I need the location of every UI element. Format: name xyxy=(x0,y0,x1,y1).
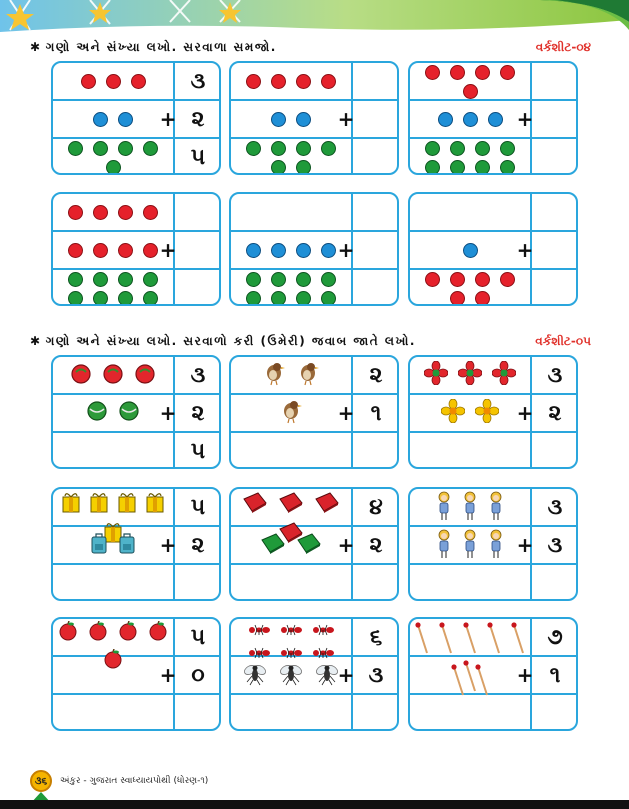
doll-icon xyxy=(436,529,452,563)
answer-box-2[interactable]: ૦ xyxy=(191,662,205,688)
fly-icon xyxy=(278,660,304,690)
red-dot-icon xyxy=(68,205,83,220)
green-dot-icon xyxy=(271,160,286,175)
school-bag-icon xyxy=(90,532,108,558)
plus-sign: + xyxy=(337,663,355,687)
answer-box-2[interactable] xyxy=(532,232,578,268)
answer-box-3[interactable] xyxy=(175,695,221,731)
card-row-1 xyxy=(410,194,530,230)
red-dot-icon xyxy=(425,65,440,80)
card-row-1 xyxy=(53,357,173,393)
blue-dot-icon xyxy=(246,243,261,258)
green-dot-icon xyxy=(500,141,515,156)
red-dot-icon xyxy=(81,74,96,89)
answer-box-3[interactable] xyxy=(175,270,221,306)
green-dot-icon xyxy=(93,141,108,156)
ant-icon xyxy=(248,621,270,640)
plus-sign: + xyxy=(337,238,355,262)
card-row-3 xyxy=(410,270,530,306)
plus-sign: + xyxy=(337,533,355,557)
page-footer xyxy=(30,770,208,792)
green-book-icon xyxy=(296,532,322,558)
green-dot-icon xyxy=(118,141,133,156)
flower-bullet-icon: ✱ xyxy=(30,334,42,348)
flower-bullet-icon: ✱ xyxy=(30,40,42,54)
green-dot-icon xyxy=(143,141,158,156)
card-row-2 xyxy=(53,527,173,563)
card-row-2 xyxy=(53,101,173,137)
answer-box-1[interactable]: ૬ xyxy=(369,624,383,650)
plus-sign: + xyxy=(516,663,534,687)
red-dot-icon xyxy=(131,74,146,89)
blue-dot-icon xyxy=(463,112,478,127)
red-dot-icon xyxy=(450,272,465,287)
red-book-icon xyxy=(278,491,304,517)
counting-card-1 xyxy=(51,61,221,175)
card-row-3 xyxy=(410,433,530,469)
apple-icon xyxy=(148,621,168,645)
red-dot-icon xyxy=(271,74,286,89)
green-dot-icon xyxy=(143,291,158,306)
green-ball-icon xyxy=(86,400,108,426)
plus-sign: + xyxy=(159,238,177,262)
answer-box-3[interactable] xyxy=(175,565,221,601)
plus-sign: + xyxy=(159,107,177,131)
yellow-flower-icon xyxy=(441,399,465,427)
answer-box-1[interactable]: ૩ xyxy=(547,494,563,520)
blue-dot-icon xyxy=(93,112,108,127)
counting-card-6 xyxy=(408,192,578,306)
card-row-3 xyxy=(231,433,351,469)
green-dot-icon xyxy=(296,272,311,287)
green-dot-icon xyxy=(425,141,440,156)
section1-heading-text: ગણો અને સંખ્યા લખો. સરવાળા સમજો. xyxy=(45,40,277,54)
green-dot-icon xyxy=(93,272,108,287)
red-flower-icon xyxy=(492,361,516,389)
answer-box-2[interactable] xyxy=(175,232,221,268)
card-row-2 xyxy=(410,101,530,137)
counting-card-5 xyxy=(229,487,399,601)
green-dot-icon xyxy=(450,160,465,175)
answer-box-1[interactable]: ૩ xyxy=(547,362,563,388)
sparrow-icon xyxy=(262,360,286,390)
card-row-3 xyxy=(231,139,351,175)
plus-sign: + xyxy=(159,663,177,687)
answer-box-3[interactable]: ૫ xyxy=(190,144,206,170)
section1-worksheet-label: વર્કશીટ-૦૪ xyxy=(535,40,591,54)
apple-icon xyxy=(58,621,78,645)
gift-box-icon xyxy=(62,491,80,517)
answer-box-2[interactable] xyxy=(353,101,399,137)
doll-icon xyxy=(462,529,478,563)
ant-icon xyxy=(312,621,334,640)
card-row-2 xyxy=(53,232,173,268)
red-dot-icon xyxy=(118,205,133,220)
answer-box-1[interactable]: ૪ xyxy=(369,494,383,520)
answer-box-3[interactable] xyxy=(532,565,578,601)
tomato-icon xyxy=(102,362,124,388)
counting-card-8 xyxy=(229,617,399,731)
answer-box-1[interactable]: ૭ xyxy=(547,624,563,650)
counting-card-1 xyxy=(51,355,221,469)
blue-dot-icon xyxy=(321,243,336,258)
red-dot-icon xyxy=(143,205,158,220)
plus-sign: + xyxy=(516,238,534,262)
green-dot-icon xyxy=(475,141,490,156)
fly-icon xyxy=(242,660,268,690)
green-dot-icon xyxy=(68,272,83,287)
red-dot-icon xyxy=(463,84,478,99)
card-row-3 xyxy=(53,270,173,306)
sparrow-icon xyxy=(279,398,303,428)
footer-bar xyxy=(0,800,629,809)
green-dot-icon xyxy=(106,160,121,175)
counting-card-3 xyxy=(408,61,578,175)
answer-box-1[interactable] xyxy=(353,63,399,99)
counting-card-4 xyxy=(51,487,221,601)
answer-box-2[interactable]: ૩ xyxy=(547,532,563,558)
red-book-icon xyxy=(242,491,268,517)
card-row-1 xyxy=(410,489,530,525)
card-row-2 xyxy=(231,527,351,563)
card-row-1 xyxy=(231,357,351,393)
red-dot-icon xyxy=(296,74,311,89)
matchstick-icon xyxy=(511,621,525,659)
banner-graphic xyxy=(0,0,629,36)
card-row-1 xyxy=(53,619,173,655)
answer-box-1[interactable]: ૩ xyxy=(190,362,206,388)
answer-box-1[interactable] xyxy=(532,194,578,230)
green-dot-icon xyxy=(246,291,261,306)
page-number-badge: ૩૬ xyxy=(30,770,52,792)
doll-icon xyxy=(436,491,452,525)
answer-box-2[interactable] xyxy=(353,232,399,268)
matchstick-icon xyxy=(487,621,501,659)
tomato-icon xyxy=(134,362,156,388)
blue-dot-icon xyxy=(118,112,133,127)
card-row-1 xyxy=(231,619,351,655)
section1-heading xyxy=(30,40,277,55)
green-dot-icon xyxy=(321,291,336,306)
blue-dot-icon xyxy=(271,243,286,258)
doll-icon xyxy=(462,491,478,525)
matchstick-icon xyxy=(439,621,453,659)
green-dot-icon xyxy=(321,141,336,156)
answer-box-3[interactable] xyxy=(353,695,399,731)
green-dot-icon xyxy=(475,160,490,175)
tomato-icon xyxy=(70,362,92,388)
card-row-3 xyxy=(410,139,530,175)
matchstick-icon xyxy=(415,621,429,659)
answer-box-3[interactable] xyxy=(353,433,399,469)
answer-box-2[interactable]: ૨ xyxy=(191,532,205,558)
green-dot-icon xyxy=(118,272,133,287)
red-flower-icon xyxy=(458,361,482,389)
answer-box-2[interactable]: ૨ xyxy=(548,400,562,426)
counting-card-6 xyxy=(408,487,578,601)
green-ball-icon xyxy=(118,400,140,426)
answer-box-1[interactable] xyxy=(175,194,221,230)
answer-box-3[interactable]: ૫ xyxy=(190,438,206,464)
card-row-1 xyxy=(410,619,530,655)
answer-box-2[interactable]: ૩ xyxy=(368,662,384,688)
red-dot-icon xyxy=(475,272,490,287)
section2-heading xyxy=(30,334,416,349)
red-dot-icon xyxy=(475,65,490,80)
card-row-1 xyxy=(410,357,530,393)
plus-sign: + xyxy=(337,107,355,131)
red-dot-icon xyxy=(500,272,515,287)
card-row-3 xyxy=(410,695,530,731)
section2-worksheet-label: વર્કશીટ-૦૫ xyxy=(535,334,591,348)
counting-card-4 xyxy=(51,192,221,306)
gift-box-icon xyxy=(90,491,108,517)
green-book-icon xyxy=(260,532,286,558)
green-dot-icon xyxy=(93,291,108,306)
footer-book-title: અંકુર - ગુજરાત સ્વાધ્યાયપોથી (ધોરણ-૧) xyxy=(60,776,209,786)
card-row-1 xyxy=(231,194,351,230)
counting-card-7 xyxy=(51,617,221,731)
green-dot-icon xyxy=(500,160,515,175)
green-dot-icon xyxy=(425,160,440,175)
card-row-2 xyxy=(410,395,530,431)
blue-dot-icon xyxy=(296,112,311,127)
red-dot-icon xyxy=(118,243,133,258)
plus-sign: + xyxy=(337,401,355,425)
red-book-icon xyxy=(314,491,340,517)
card-row-2 xyxy=(410,657,530,693)
green-dot-icon xyxy=(246,272,261,287)
apple-icon xyxy=(118,621,138,645)
counting-card-2 xyxy=(229,61,399,175)
card-row-2 xyxy=(231,395,351,431)
answer-box-3[interactable] xyxy=(353,139,399,175)
counting-card-3 xyxy=(408,355,578,469)
red-dot-icon xyxy=(321,74,336,89)
gift-box-icon xyxy=(146,491,164,517)
answer-box-1[interactable]: ૩ xyxy=(190,68,206,94)
plus-sign: + xyxy=(516,533,534,557)
red-dot-icon xyxy=(143,243,158,258)
green-dot-icon xyxy=(118,291,133,306)
red-dot-icon xyxy=(93,243,108,258)
card-row-2 xyxy=(231,232,351,268)
card-row-1 xyxy=(53,63,173,99)
answer-box-3[interactable] xyxy=(532,270,578,306)
section2-heading-text: ગણો અને સંખ્યા લખો. સરવાળો કરી (ઉમેરી) જવાબ જાતે લખો. xyxy=(45,334,416,348)
card-row-3 xyxy=(53,433,173,469)
green-dot-icon xyxy=(143,272,158,287)
plus-sign: + xyxy=(516,107,534,131)
green-dot-icon xyxy=(296,291,311,306)
card-row-1 xyxy=(231,63,351,99)
green-dot-icon xyxy=(296,141,311,156)
card-row-2 xyxy=(410,527,530,563)
card-row-2 xyxy=(231,101,351,137)
card-row-2 xyxy=(53,657,173,693)
school-bag-icon xyxy=(118,532,136,558)
answer-box-1[interactable]: ૫ xyxy=(190,494,206,520)
answer-box-1[interactable]: ૫ xyxy=(190,624,206,650)
answer-box-1[interactable]: ૨ xyxy=(369,362,383,388)
red-dot-icon xyxy=(93,205,108,220)
answer-box-3[interactable] xyxy=(353,270,399,306)
answer-box-2[interactable]: ૨ xyxy=(191,106,205,132)
sparrow-icon xyxy=(296,360,320,390)
red-dot-icon xyxy=(500,65,515,80)
card-row-3 xyxy=(231,270,351,306)
yellow-flower-icon xyxy=(475,399,499,427)
blue-dot-icon xyxy=(463,243,478,258)
card-row-2 xyxy=(410,232,530,268)
answer-box-3[interactable] xyxy=(532,695,578,731)
green-dot-icon xyxy=(296,160,311,175)
blue-dot-icon xyxy=(296,243,311,258)
red-flower-icon xyxy=(424,361,448,389)
card-row-3 xyxy=(231,695,351,731)
plus-sign: + xyxy=(516,401,534,425)
green-dot-icon xyxy=(271,291,286,306)
card-row-1 xyxy=(231,489,351,525)
card-row-2 xyxy=(53,395,173,431)
answer-box-2[interactable]: ૧ xyxy=(370,400,382,426)
counting-card-2 xyxy=(229,355,399,469)
card-row-3 xyxy=(53,139,173,175)
green-dot-icon xyxy=(271,272,286,287)
ant-icon xyxy=(280,621,302,640)
card-row-3 xyxy=(410,565,530,601)
green-dot-icon xyxy=(68,141,83,156)
blue-dot-icon xyxy=(488,112,503,127)
red-dot-icon xyxy=(106,74,121,89)
blue-dot-icon xyxy=(438,112,453,127)
top-banner xyxy=(0,0,629,36)
red-dot-icon xyxy=(246,74,261,89)
answer-box-2[interactable] xyxy=(532,101,578,137)
blue-dot-icon xyxy=(271,112,286,127)
green-dot-icon xyxy=(246,141,261,156)
green-dot-icon xyxy=(68,291,83,306)
green-dot-icon xyxy=(450,141,465,156)
card-row-1 xyxy=(53,489,173,525)
plus-sign: + xyxy=(159,533,177,557)
card-row-3 xyxy=(53,565,173,601)
doll-icon xyxy=(488,491,504,525)
doll-icon xyxy=(488,529,504,563)
red-dot-icon xyxy=(425,272,440,287)
answer-box-2[interactable]: ૨ xyxy=(369,532,383,558)
answer-box-3[interactable] xyxy=(532,139,578,175)
answer-box-2[interactable]: ૨ xyxy=(191,400,205,426)
matchstick-icon xyxy=(463,621,477,659)
card-row-1 xyxy=(53,194,173,230)
card-row-1 xyxy=(410,63,530,99)
red-dot-icon xyxy=(68,243,83,258)
red-dot-icon xyxy=(450,65,465,80)
red-dot-icon xyxy=(475,291,490,306)
card-row-2 xyxy=(231,657,351,693)
card-row-3 xyxy=(231,565,351,601)
counting-card-5 xyxy=(229,192,399,306)
green-dot-icon xyxy=(271,141,286,156)
green-dot-icon xyxy=(321,272,336,287)
counting-card-9 xyxy=(408,617,578,731)
apple-icon xyxy=(88,621,108,645)
answer-box-3[interactable] xyxy=(353,565,399,601)
plus-sign: + xyxy=(159,401,177,425)
answer-box-3[interactable] xyxy=(532,433,578,469)
card-row-3 xyxy=(53,695,173,731)
matchstick-icon xyxy=(463,659,477,697)
red-dot-icon xyxy=(450,291,465,306)
answer-box-1[interactable] xyxy=(353,194,399,230)
gift-box-icon xyxy=(118,491,136,517)
answer-box-1[interactable] xyxy=(532,63,578,99)
answer-box-2[interactable]: ૧ xyxy=(549,662,561,688)
